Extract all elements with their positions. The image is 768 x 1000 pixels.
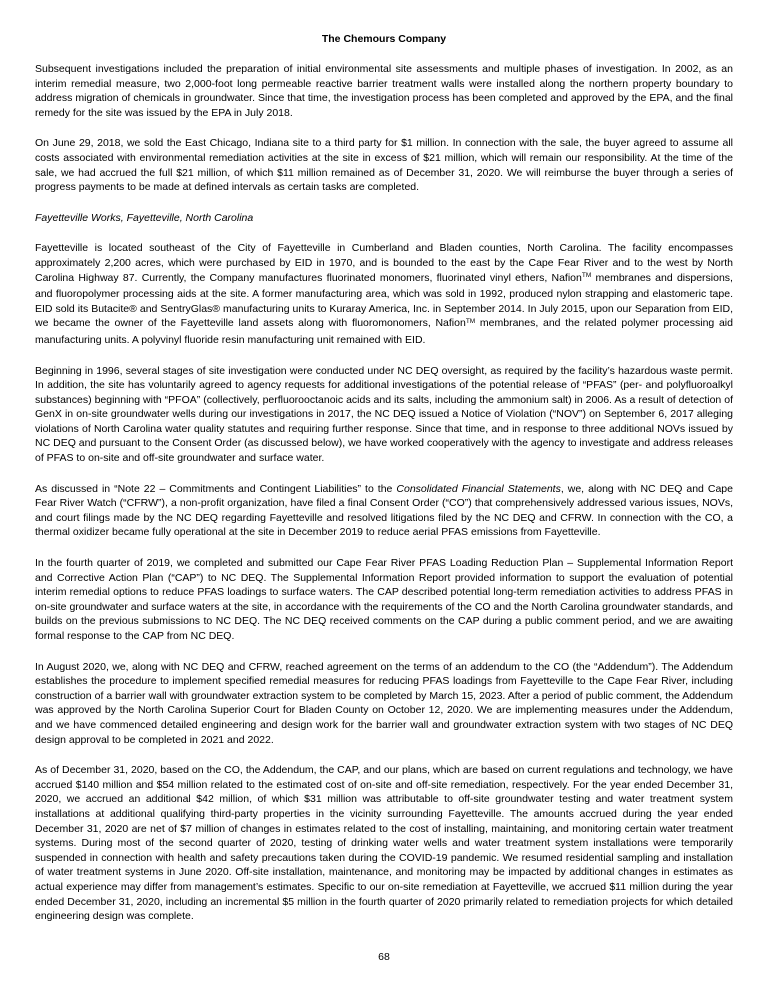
- paragraph: [35, 482, 733, 540]
- document-title: The Chemours Company: [321, 33, 447, 45]
- page-number: 68: [378, 951, 390, 963]
- text-segment: As of December 31, 2020, based on the CO, the Addendum, the CAP, and our plans, which are based on current regulations and technology, we have accrued $140 million and $54 million related to the estimated cost of on-site and off-site remediation, respectively. For the year ended December 31, 2020, we accrued an additional $42 million, of which $31 million was attributable to off-site groundwater testing and water treatment system installations at additional qualifying third-party properties in the vicinity surrounding Fayetteville. The amounts accrued during the year ended December 31, 2020 are net of $7 million of changes in estimates related to the cost of installing, maintaining, and monitoring certain water treatment systems. During most of the second quarter of 2020, testing of drinking water wells and water treatment system installations were temporarily suspended in connection with health and safety precautions taken during the COVID-19 pandemic. We resumed residential sampling and installation of water treatment systems in June 2020. Off-site installation, maintenance, and monitoring may be impacted by additional changes in estimates as actual experience may differ from management’s estimates. Specific to our on-site remediation at Fayetteville, we accrued $11 million during the year ended December 31, 2020, including an incremental $5 million in the fourth quarter of 2020 primarily related to remediation projects for which detailed engineering design was complete.: [35, 764, 733, 923]
- text-segment: , we, along with NC DEQ and Cape Fear River Watch (“CFRW”), a non-profit organization, have filed a final Consent Order (“CO”) that comprehensively addressed various issues, NOVs, and court filings made by the NC DEQ regarding Fayetteville and resolved litigations filed by the NC DEQ and CFRW. In connection with the CO, a thermal oxidizer became fully operational at the site in December 2019 to reduce aerial PFAS emissions from Fayetteville.: [35, 482, 733, 539]
- paragraph: [35, 660, 733, 748]
- text-segment: In the fourth quarter of 2019, we completed and submitted our Cape Fear River PFAS Loading Reduction Plan – Supplemental Information Report and Corrective Action Plan (“CAP”) to NC DEQ. The Supplemental Information Report provided information to support the evaluation of potential interim remedial options to reduce PFAS loadings to surface waters. The CAP described potential long-term remediation activities to address PFAS in on-site groundwater and surface waters at the site, in accordance with the requirements of the CO and the North Carolina groundwater standards, and builds on the previous submissions to NC DEQ. The NC DEQ received comments on the CAP during a public comment period, and we are awaiting formal response to the CAP from NC DEQ.: [35, 557, 733, 642]
- text-segment: membranes, and the related polymer processing aid manufacturing units. A polyvinyl fluoride resin manufacturing unit remained with EID.: [35, 317, 733, 346]
- text-segment: Fayetteville Works, Fayetteville, North Carolina: [35, 211, 254, 224]
- text-segment: membranes and dispersions, and fluoropolymer processing aids at the site. A former manufacturing area, which was sold in 1992, produced nylon strapping and elastomeric tape. EID sold its Butacite® and SentryGlas® manufacturing units to Kuraray America, Inc. in September 2014. In July 2015, upon our Separation from EID, we became the owner of the Fayetteville land assets along with fluoromonomers, Nafion: [35, 271, 733, 330]
- trademark-superscript: TM: [581, 272, 592, 280]
- text-segment: Subsequent investigations included the preparation of initial environmental site assessments and multiple phases of investigation. In 2002, as an interim remedial measure, two 2,000-foot long permeable reactive barrier treatment walls were installed along the northern property boundary to address migration of chemicals in groundwater. Since that time, the investigation process has been completed and approved by the EPA, and the final remedy for the site was issued by the EPA in July 2018.: [35, 63, 733, 119]
- text-segment: On June 29, 2018, we sold the East Chicago, Indiana site to a third party for $1 million. In connection with the sale, the buyer agreed to assume all costs associated with environmental remediation activities at the site in excess of $21 million, which will remain our responsibility. At the time of the sale, we had accrued the full $21 million, of which $11 million remained as of December 31, 2020. We will reimburse the buyer through a series of progress payments to be made at defined intervals as certain tasks are completed.: [35, 137, 733, 194]
- trademark-superscript: TM: [465, 317, 476, 325]
- paragraph: [35, 364, 733, 466]
- text-segment: Beginning in 1996, several stages of site investigation were conducted under NC DEQ oversight, as required by the facility’s hazardous waste permit. In addition, the site has voluntarily agreed to agency requests for additional investigations of the potential release of “PFAS” (per- and polyfluoroalkyl substances) beginning with “PFOA” (collectively, perfluorooctanoic acids and its salts, including the ammonium salt) in 2006. As a result of detection of GenX in on-site groundwater wells during our investigations in 2017, the NC DEQ issued a Notice of Violation (“NOV”) on September 6, 2017 alleging violations of North Carolina water quality statutes and requiring further response. Since that time, and in response to three additional NOVs issued by NC DEQ and pursuant to the Consent Order (as discussed below), we have worked cooperatively with the agency to investigate and address releases of PFAS to on-site and off-site groundwater and surface water.: [35, 364, 733, 465]
- text-segment: As discussed in “Note 22 – Commitments and Contingent Liabilities” to the: [35, 482, 397, 495]
- section-heading: [35, 211, 733, 226]
- paragraph: [35, 763, 733, 924]
- paragraph: [35, 136, 733, 194]
- document-body: [35, 62, 733, 924]
- text-segment: In August 2020, we, along with NC DEQ and CFRW, reached agreement on the terms of an addendum to the CO (the “Addendum”). The Addendum establishes the procedure to implement specified remedial measures for reducing PFAS loadings from Fayetteville to the Cape Fear River, including construction of a barrier wall with groundwater extraction system to be completed by March 15, 2023. After a period of public comment, the Addendum was approved by the North Carolina Superior Court for Bladen County on October 12, 2020. We are implementing measures under the Addendum, and we have commenced detailed engineering and design work for the barrier wall and groundwater extraction system with two stages of NC DEQ design approval to be completed in 2021 and 2022.: [35, 660, 733, 746]
- paragraph: [35, 241, 733, 347]
- text-segment: Consolidated Financial Statements: [396, 482, 561, 495]
- paragraph: [35, 556, 733, 644]
- text-segment: Fayetteville is located southeast of the City of Fayetteville in Cumberland and Bladen counties, North Carolina. The facility encompasses approximately 2,200 acres, which were purchased by EID in 1970, and is bounded to the east by the Cape Fear River and to the west by North Carolina Highway 87. Currently, the Company manufactures fluorinated monomers, fluorinated vinyl ethers, Nafion: [35, 242, 733, 284]
- paragraph: [35, 62, 733, 120]
